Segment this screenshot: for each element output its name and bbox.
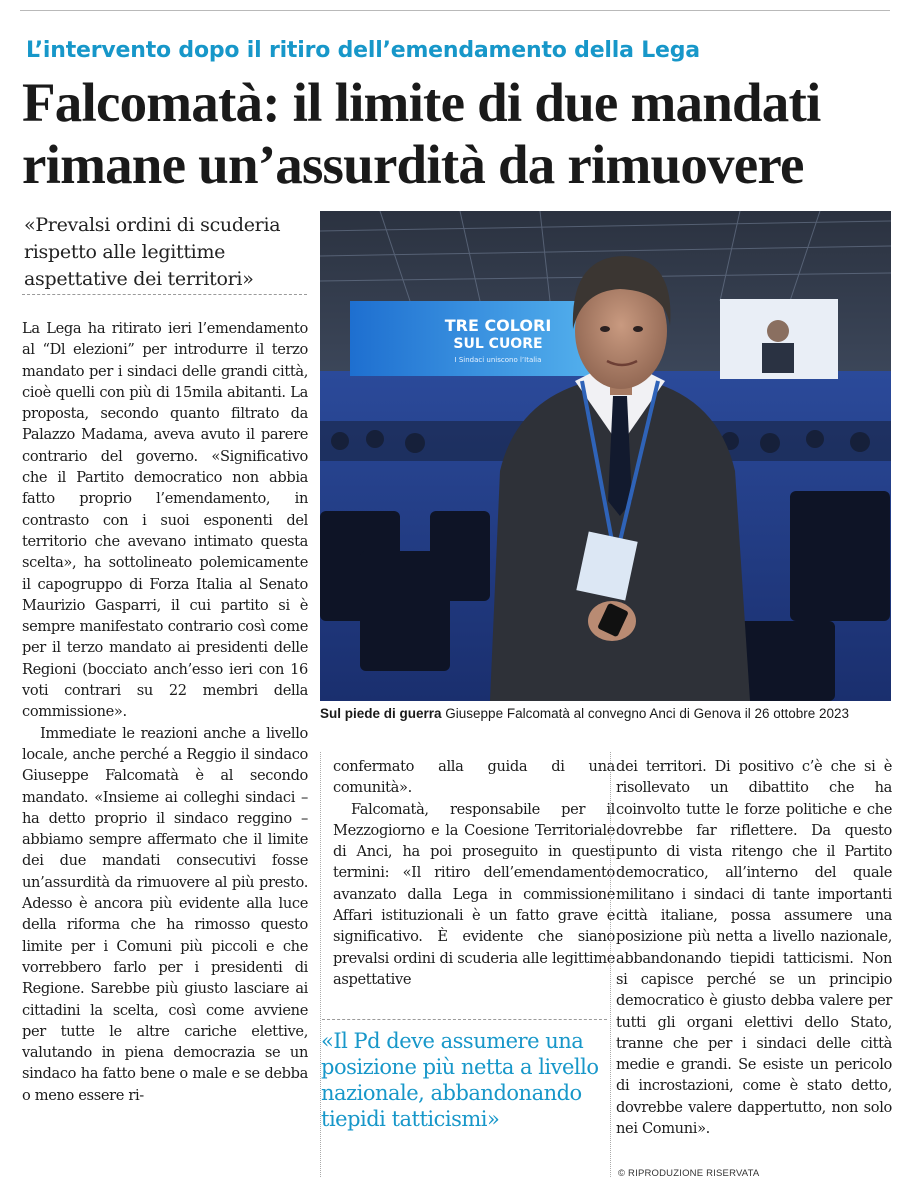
top-rule [20, 10, 890, 11]
screen-title-2: SUL CUORE [453, 336, 543, 352]
paragraph: Falcomatà, responsabile per il Mezzogiorno e la Coesione Territoriale di Anci, ha poi proseguito in questi termini: «Il ritiro dell’emendamento avanzato dalla Lega in commissione Affari istituzionali è un fatto grave e significativo. È evidente che siano prevalsi ordini di scuderia alle legittime aspettative [333, 800, 615, 988]
column-rule [610, 752, 611, 1177]
pull-quote: «Il Pd deve assumere una posizione più netta a livello nazionale, abbandonando tiepidi tatticismi» [321, 1029, 599, 1131]
article-photo [320, 211, 891, 701]
caption-text: Giuseppe Falcomatà al convegno Anci di Genova il 26 ottobre 2023 [441, 706, 850, 721]
deck-divider [22, 294, 307, 295]
article-headline: Falcomatà: il limite di due mandati rimane un’assurdità da rimuovere [22, 72, 821, 195]
paragraph: La Lega ha ritirato ieri l’emendamento al “Dl elezioni” per introdurre il terzo mandato per i sindaci delle grandi città, cioè quelli con più di 15mila abitanti. La proposta, secondo quanto filtrato da Palazzo Madama, aveva avuto il parere contrario del governo. «Significativo che il Partito democratico non abbia fatto proprio l’emendamento, in contrasto con i suoi esponenti del territorio che avevano intimato questa scelta», ha sottolineato polemicamente il capogruppo di Forza Italia al Senato Maurizio Gasparri, il cui partito si è sempre manifestato contrario così come per il terzo mandato ai presidenti delle Regioni (bocciato anch’esso ieri con 16 voti contrari su 22 membri della commissione». [22, 320, 308, 721]
paragraph: Immediate le reazioni anche a livello locale, anche perché a Reggio il sindaco Giuseppe Falcomatà è al secondo mandato. «Insieme ai colleghi sindaci – ha detto proprio il sindaco reggino – abbiamo sempre affermato che il limite dei due mandati consecutivi fosse un’assurdità da rimuovere al più presto. Adesso è ancora più evidente alla luce della riforma che ha rimosso questo limite per i Comuni più piccoli e che vorrebbero farlo per i presidenti di Regione. Sarebbe più giusto lasciare ai cittadini la scelta, così come avviene per tutte le altre cariche elettive, valutando in piena democrazia se un sindaco ha fatto bene o male e se debba o meno essere ri- [22, 724, 308, 1104]
screen-title-1: TRE COLORI [444, 316, 552, 335]
paragraph: confermato alla guida di una comunità». [333, 758, 615, 797]
copyright-notice: © RIPRODUZIONE RISERVATA [618, 1168, 760, 1179]
pullquote-divider [322, 1019, 607, 1020]
column-3 [616, 756, 892, 1139]
caption-title: Sul piede di guerra [320, 706, 442, 721]
article-deck: «Prevalsi ordini di scuderia rispetto alle legittime aspettative dei territori» [24, 214, 281, 290]
column-1 [22, 318, 308, 1106]
article-kicker: L’intervento dopo il ritiro dell’emendamento della Lega [26, 38, 700, 63]
paragraph: dei territori. Di positivo c’è che si è risollevato un dibattito che ha coinvolto tutte le forze politiche e che dovrebbe far riflettere. Da questo punto di vista ritengo che il Partito democratico, all’interno del quale militano i sindaci di tante importanti città italiane, possa assumere una posizione più netta a livello nazionale, abbandonando tiepidi tatticismi. Non si capisce perché se un principio democratico è giusto debba valere per tutti gli organi elettivi dello Stato, tranne che per i sindaci delle città medie e grandi. Se esiste un pericolo di incrostazioni, come è stato detto, dovrebbe valere dappertutto, non solo nei Comuni». [616, 758, 892, 1138]
photo-caption [320, 706, 895, 721]
screen-subtitle: I Sindaci uniscono l’Italia [454, 356, 542, 364]
column-2 [333, 756, 615, 990]
